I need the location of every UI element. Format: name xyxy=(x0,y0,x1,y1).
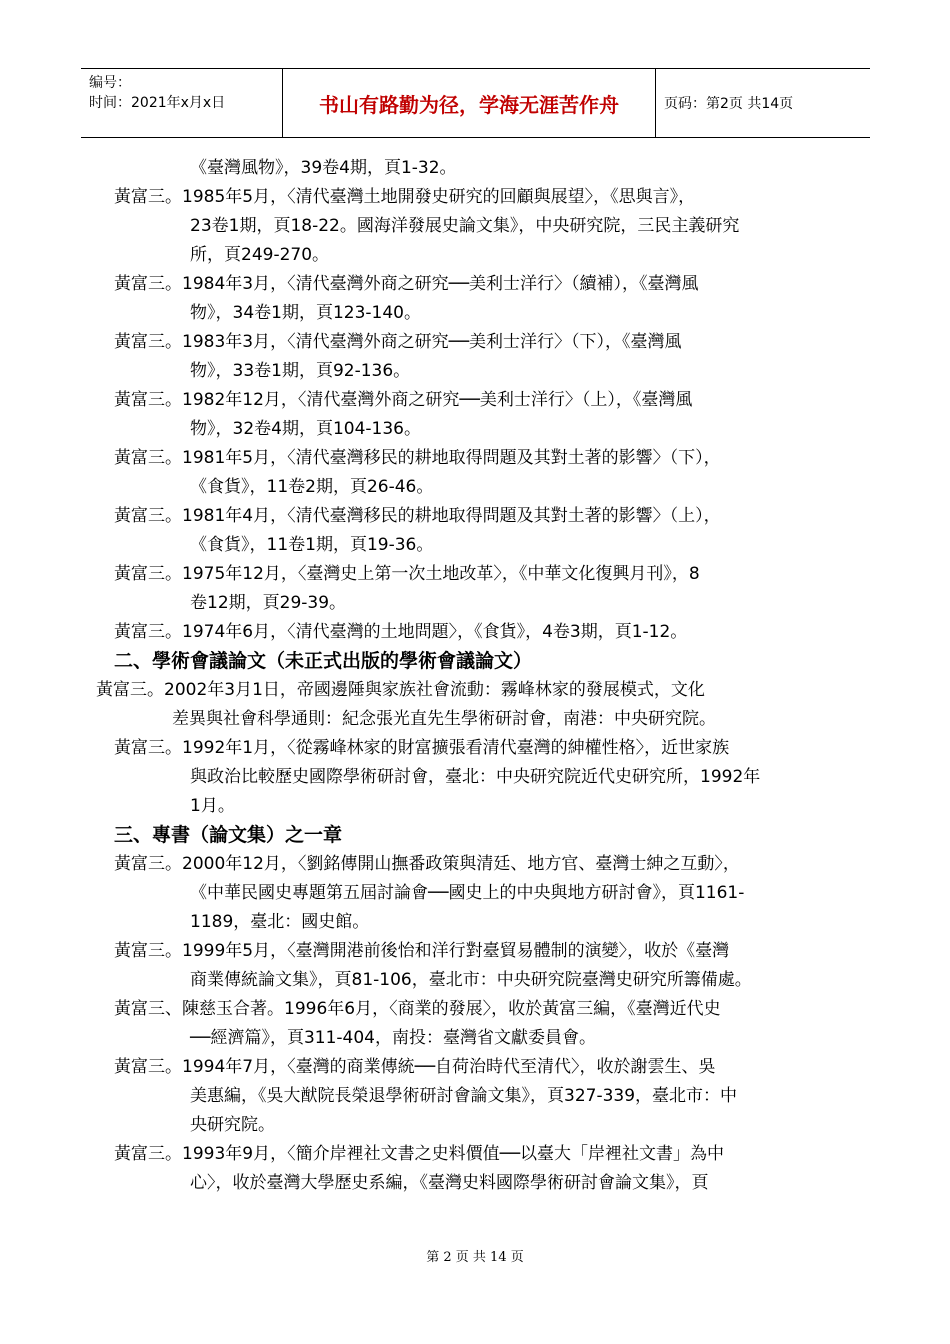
entry-line: 黃富三。1984年3月，〈清代臺灣外商之研究──美利士洋行〉（續補），《臺灣風 xyxy=(114,274,699,294)
entry-line: 《食貨》，11卷1期，頁19-36。 xyxy=(190,535,434,555)
entry-line: 物》，33卷1期，頁92-136。 xyxy=(190,361,411,381)
entry-line: 物》，32卷4期，頁104-136。 xyxy=(190,419,421,439)
entry-line: 黃富三。1982年12月，〈清代臺灣外商之研究──美利士洋行〉（上），《臺灣風 xyxy=(114,390,693,410)
header-motto: 书山有路勤为径，学海无涯苦作舟 xyxy=(282,69,656,137)
entry-line: 黃富三。1983年3月，〈清代臺灣外商之研究──美利士洋行〉（下），《臺灣風 xyxy=(114,332,682,352)
entry-line: 所，頁249-270。 xyxy=(190,245,330,265)
entry-line: 黃富三。1993年9月，〈簡介岸裡社文書之史料價值──以臺大「岸裡社文書」為中 xyxy=(114,1144,725,1164)
bibliography-entry xyxy=(0,1053,950,1140)
document-number-label: 编号： xyxy=(89,75,131,91)
bibliography-entry xyxy=(0,734,950,821)
bibliography-entry xyxy=(0,502,950,560)
entry-line: 黃富三。1981年5月，〈清代臺灣移民的耕地取得問題及其對土著的影響〉（下）， xyxy=(114,448,721,468)
document-time-label: 时间：2021年x月x日 xyxy=(89,95,226,111)
entry-line: 黃富三。1992年1月，〈從霧峰林家的財富擴張看清代臺灣的紳權性格〉，近世家族 xyxy=(114,738,730,758)
entry-line: 1189，臺北：國史館。 xyxy=(190,912,370,932)
entry-line: 美惠編，《吳大猷院長榮退學術研討會論文集》，頁327-339，臺北市：中 xyxy=(190,1086,738,1106)
bibliography-entry xyxy=(0,270,950,328)
header-page-label: 页码：第2页 共14页 xyxy=(664,96,794,112)
entry-line: 《中華民國史專題第五屆討論會──國史上的中央與地方研討會》，頁1161- xyxy=(190,883,745,903)
document-body xyxy=(0,154,950,1198)
bibliography-entry xyxy=(0,328,950,386)
entry-line: 差異與社會科學通則：紀念張光直先生學術研討會，南港：中央研究院。 xyxy=(172,709,716,729)
entry-line: 23卷1期，頁18-22。國海洋發展史論文集》，中央研究院，三民主義研究 xyxy=(190,216,740,236)
header-left-cell xyxy=(81,69,282,137)
entry-line: 黃富三。1985年5月，〈清代臺灣土地開發史研究的回顧與展望〉，《思與言》， xyxy=(114,187,696,207)
bibliography-entry xyxy=(0,444,950,502)
entry-line: 黃富三。1974年6月，〈清代臺灣的土地問題〉，《食貨》，4卷3期，頁1-12。 xyxy=(114,622,688,642)
entry-line: 心〉，收於臺灣大學歷史系編，《臺灣史料國際學術研討會論文集》，頁 xyxy=(190,1173,709,1193)
entry-line: 與政治比較歷史國際學術研討會，臺北：中央研究院近代史研究所，1992年 xyxy=(190,767,761,787)
bibliography-entry xyxy=(0,1140,950,1198)
entry-line: 《臺灣風物》，39卷4期，頁1-32。 xyxy=(190,158,457,178)
header-table xyxy=(81,68,870,138)
section-heading: 三、專書（論文集）之一章 xyxy=(114,824,343,846)
bibliography-entry xyxy=(0,850,950,937)
bibliography-entry xyxy=(0,618,950,647)
bibliography-entry xyxy=(0,676,950,734)
entry-line: ──經濟篇》，頁311-404，南投：臺灣省文獻委員會。 xyxy=(190,1028,596,1048)
bibliography-entry xyxy=(0,183,950,270)
bibliography-entry xyxy=(0,154,950,183)
bibliography-entry xyxy=(0,386,950,444)
bibliography-entry xyxy=(0,937,950,995)
page-footer: 第 2 页 共 14 页 xyxy=(426,1250,524,1265)
bibliography-entry xyxy=(0,995,950,1053)
entry-line: 卷12期，頁29-39。 xyxy=(190,593,347,613)
entry-line: 黃富三。1999年5月，〈臺灣開港前後怡和洋行對臺貿易體制的演變〉，收於《臺灣 xyxy=(114,941,730,961)
entry-line: 央研究院。 xyxy=(190,1115,275,1135)
entry-line: 黃富三。2000年12月，〈劉銘傳開山撫番政策與清廷、地方官、臺灣士紳之互動〉， xyxy=(114,854,740,874)
entry-line: 黃富三。1981年4月，〈清代臺灣移民的耕地取得問題及其對土著的影響〉（上）， xyxy=(114,506,721,526)
entry-line: 1月。 xyxy=(190,796,235,816)
entry-line: 黃富三。1994年7月，〈臺灣的商業傳統──自荷治時代至清代〉，收於謝雲生、吳 xyxy=(114,1057,716,1077)
entry-line: 黃富三。2002年3月1日，帝國邊陲與家族社會流動：霧峰林家的發展模式，文化 xyxy=(96,680,705,700)
entry-line: 商業傳統論文集》，頁81-106，臺北市：中央研究院臺灣史研究所籌備處。 xyxy=(190,970,752,990)
entry-line: 物》，34卷1期，頁123-140。 xyxy=(190,303,421,323)
entry-line: 《食貨》，11卷2期，頁26-46。 xyxy=(190,477,434,497)
section-heading: 二、學術會議論文（未正式出版的學術會議論文） xyxy=(114,650,533,672)
bibliography-entry xyxy=(0,560,950,618)
entry-line: 黃富三。1975年12月，〈臺灣史上第一次土地改革〉，《中華文化復興月刊》，8 xyxy=(114,564,700,584)
entry-line: 黃富三、陳慈玉合著。1996年6月，〈商業的發展〉，收於黃富三編，《臺灣近代史 xyxy=(114,999,721,1019)
